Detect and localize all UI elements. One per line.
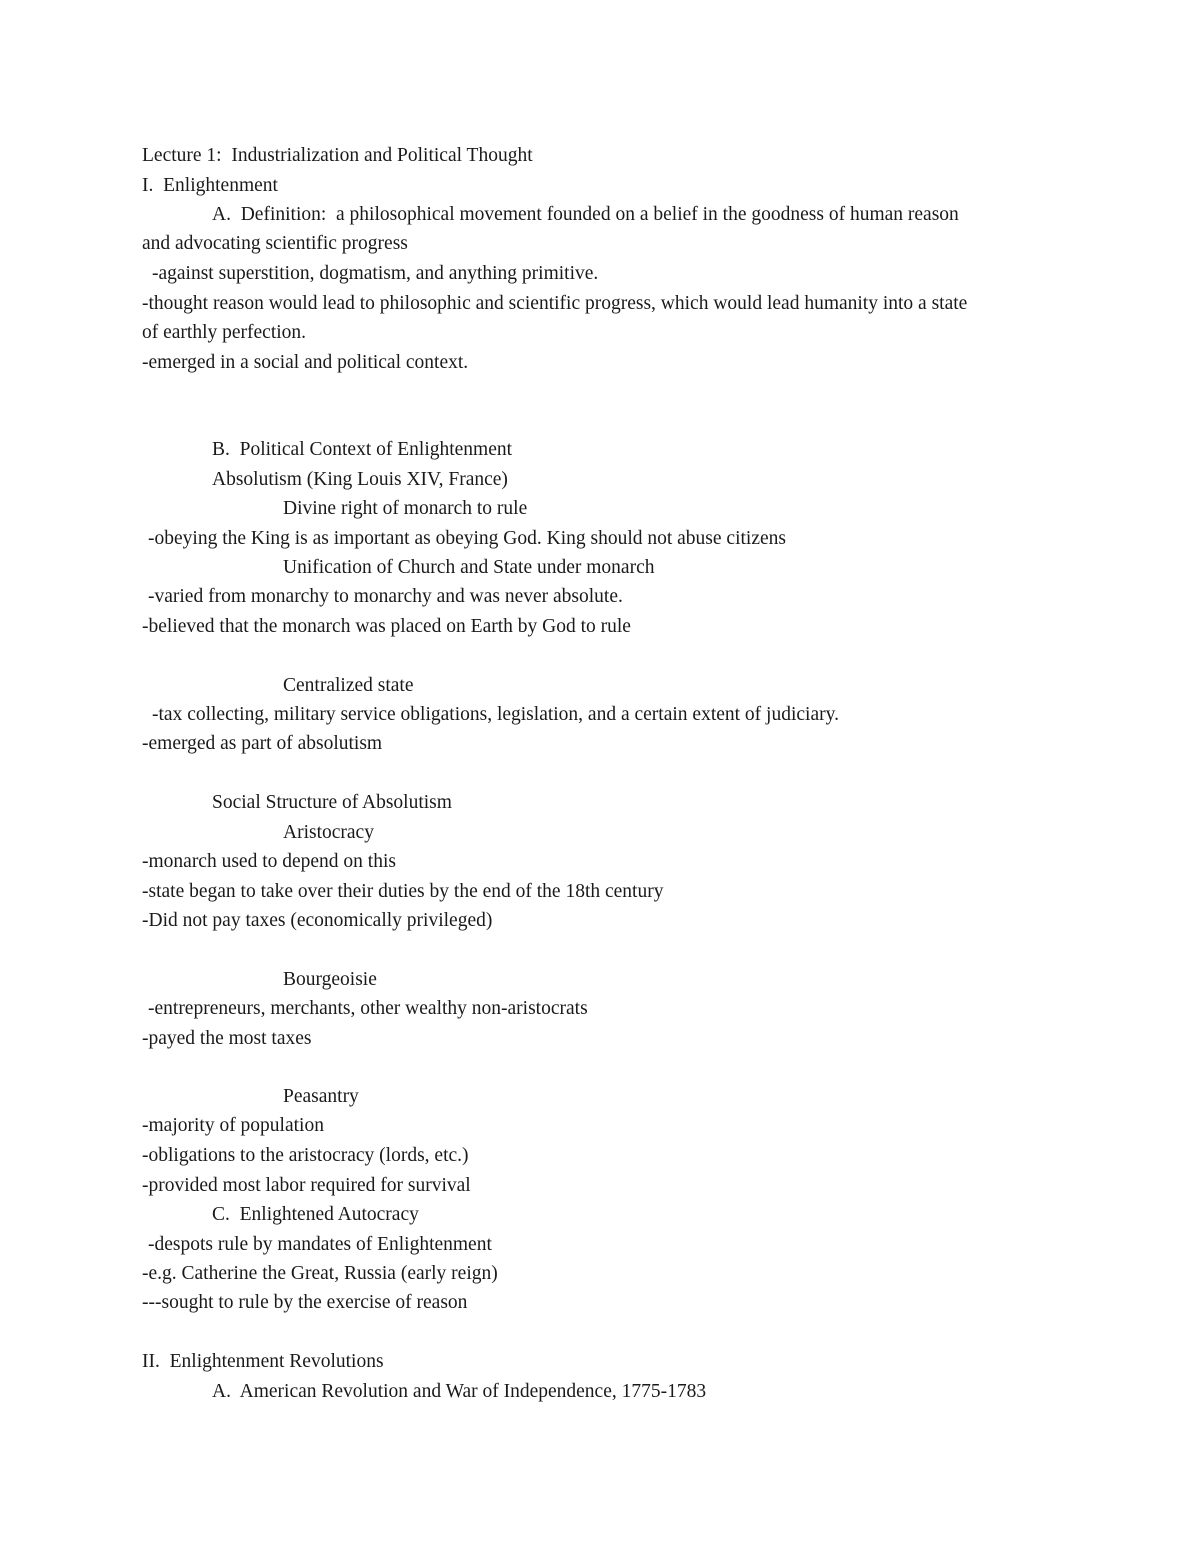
bullet-line: -monarch used to depend on this bbox=[142, 851, 396, 872]
definition-continuation: and advocating scientific progress bbox=[142, 233, 408, 254]
bullet-line: -Did not pay taxes (economically privileged) bbox=[142, 910, 493, 931]
bullet-line: -tax collecting, military service obligations, legislation, and a certain extent of judiciary. bbox=[152, 704, 839, 725]
bullet-line: -provided most labor required for survival bbox=[142, 1175, 471, 1196]
bullet-line: -emerged as part of absolutism bbox=[142, 733, 383, 754]
bullet-line: -emerged in a social and political context. bbox=[142, 352, 469, 373]
subheading-social-structure: Social Structure of Absolutism bbox=[212, 792, 452, 813]
bullet-continuation: of earthly perfection. bbox=[142, 322, 307, 343]
bullet-line: -obligations to the aristocracy (lords, etc.) bbox=[142, 1145, 469, 1166]
bullet-line: -varied from monarchy to monarchy and was never absolute. bbox=[148, 586, 623, 607]
section-heading-revolutions: II. Enlightenment Revolutions bbox=[142, 1351, 384, 1372]
lecture-title: Lecture 1: Industrialization and Political Thought bbox=[142, 145, 533, 166]
bullet-line: -e.g. Catherine the Great, Russia (early reign) bbox=[142, 1263, 498, 1284]
subheading-aristocracy: Aristocracy bbox=[283, 822, 374, 843]
subheading-bourgeoisie: Bourgeoisie bbox=[283, 969, 377, 990]
bullet-line: -against superstition, dogmatism, and anything primitive. bbox=[152, 263, 599, 284]
definition-line: A. Definition: a philosophical movement founded on a belief in the goodness of human reason bbox=[212, 204, 959, 225]
subheading-centralized-state: Centralized state bbox=[283, 675, 414, 696]
subheading-peasantry: Peasantry bbox=[283, 1086, 359, 1107]
bullet-line: -payed the most taxes bbox=[142, 1028, 312, 1049]
bullet-line: -obeying the King is as important as obeying God. King should not abuse citizens bbox=[148, 528, 786, 549]
subheading-unification: Unification of Church and State under monarch bbox=[283, 557, 655, 578]
bullet-line: -state began to take over their duties by the end of the 18th century bbox=[142, 881, 664, 902]
subheading-divine-right: Divine right of monarch to rule bbox=[283, 498, 528, 519]
subheading-absolutism: Absolutism (King Louis XIV, France) bbox=[212, 469, 508, 490]
bullet-line: -despots rule by mandates of Enlightenment bbox=[148, 1234, 492, 1255]
bullet-line: -entrepreneurs, merchants, other wealthy non-aristocrats bbox=[148, 998, 588, 1019]
subsection-heading-american-revolution: A. American Revolution and War of Independence, 1775-1783 bbox=[212, 1381, 707, 1402]
subsection-heading-enlightened-autocracy: C. Enlightened Autocracy bbox=[212, 1204, 419, 1225]
section-heading-enlightenment: I. Enlightenment bbox=[142, 175, 278, 196]
bullet-line: -thought reason would lead to philosophic and scientific progress, which would lead humanity into a state bbox=[142, 293, 968, 314]
bullet-line: ---sought to rule by the exercise of reason bbox=[142, 1292, 468, 1313]
bullet-line: -believed that the monarch was placed on Earth by God to rule bbox=[142, 616, 631, 637]
subsection-heading-political-context: B. Political Context of Enlightenment bbox=[212, 439, 513, 460]
bullet-line: -majority of population bbox=[142, 1115, 324, 1136]
